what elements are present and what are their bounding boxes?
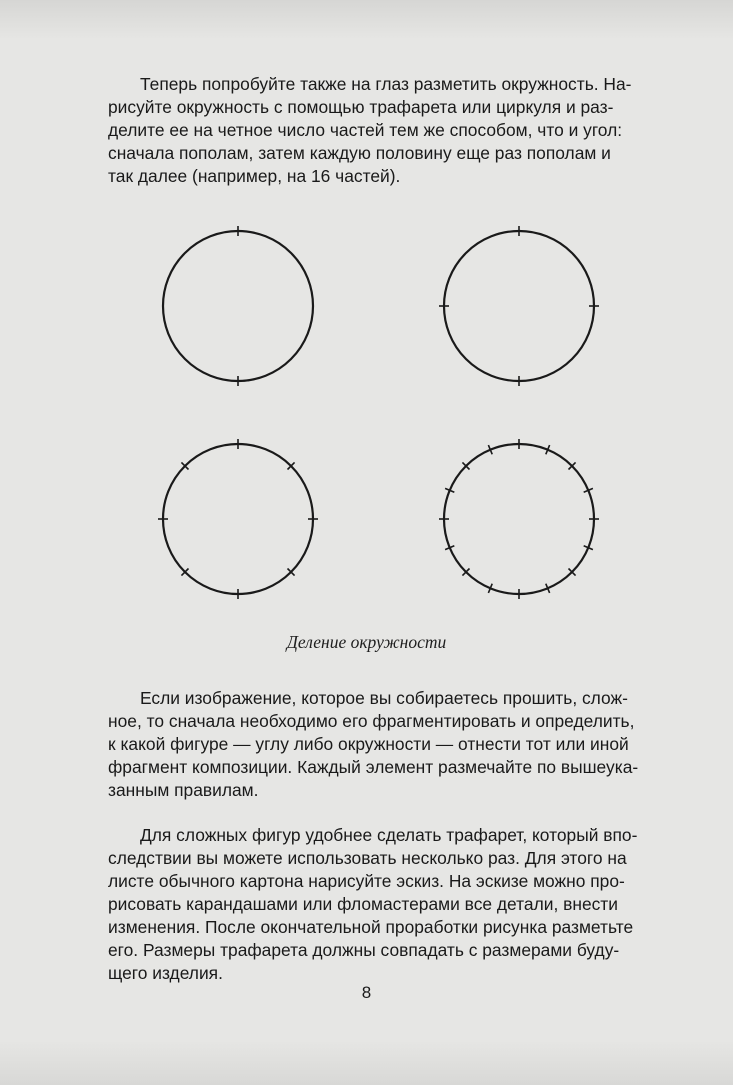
text-line: ное, то сначала необходимо его фрагментировать и определить,: [108, 711, 635, 731]
text-line: занным правилам.: [108, 780, 259, 800]
text-line: его. Размеры трафарета должны совпадать с размерами буду-: [108, 940, 620, 960]
circle-8-divisions: [158, 439, 318, 599]
text-line: рисовать карандашами или фломастерами все детали, внести: [108, 894, 618, 914]
text-line: делите ее на четное число частей тем же способом, что и угол:: [108, 120, 623, 140]
circle-outline: [163, 231, 313, 381]
text-line: фрагмент композиции. Каждый элемент размечайте по вышеука-: [108, 757, 639, 777]
text-line: Теперь попробуйте также на глаз разметить окружность. На-: [140, 74, 632, 94]
text-line: Если изображение, которое вы собираетесь прошить, слож-: [140, 688, 628, 708]
text-line: листе обычного картона нарисуйте эскиз. На эскизе можно про-: [108, 871, 625, 891]
text-line: щего изделия.: [108, 963, 223, 983]
circle-2-divisions: [163, 226, 313, 386]
text-line: рисуйте окружность с помощью трафарета или циркуля и раз-: [108, 97, 614, 117]
circle-16-divisions: [439, 439, 599, 599]
body-paragraph-2: [108, 824, 688, 985]
page-number: 8: [361, 983, 372, 1002]
circle-4-divisions: [439, 226, 599, 386]
circle-outline: [444, 231, 594, 381]
text-line: так далее (например, на 16 частей).: [108, 166, 401, 186]
text-line: следствии вы можете использовать несколько раз. Для этого на: [108, 848, 627, 868]
text-line: сначала пополам, затем каждую половину еще раз пополам и: [108, 143, 611, 163]
text-line: Для сложных фигур удобнее сделать трафарет, который впо-: [140, 825, 638, 845]
body-paragraph-1: [108, 687, 688, 802]
figure-caption: Деление окружности: [286, 632, 447, 652]
text-line: к какой фигуре — углу либо окружности — отнести тот или иной: [108, 734, 629, 754]
text-line: изменения. После окончательной проработки рисунка разметьте: [108, 917, 634, 937]
